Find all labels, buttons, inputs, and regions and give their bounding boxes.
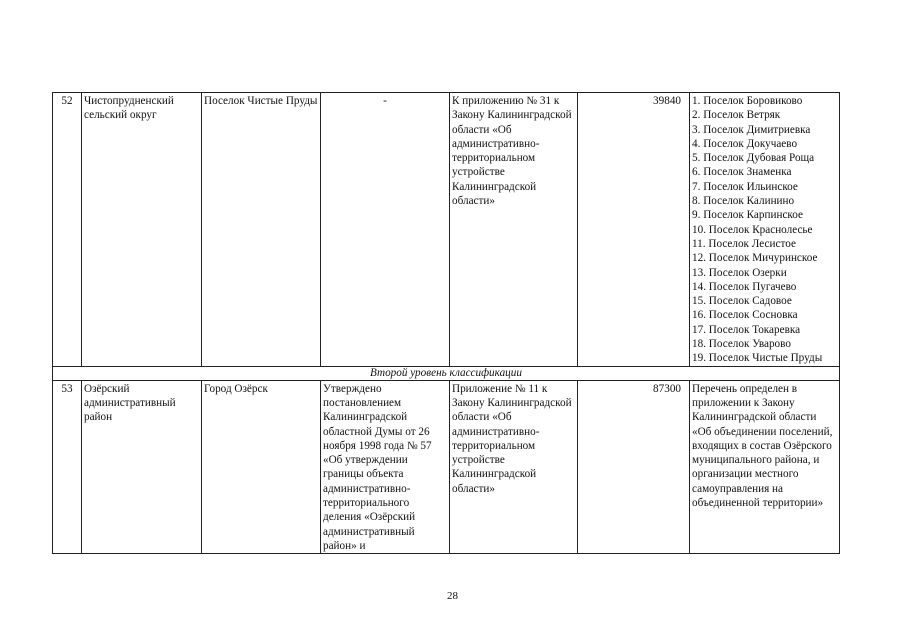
- territory-name: Чистопрудненский сельский округ: [82, 93, 202, 367]
- classification-table: [52, 92, 840, 554]
- okato-code: 87300: [578, 380, 690, 554]
- okato-code: 39840: [578, 93, 690, 367]
- settlements-list: 1. Поселок Боровиково 2. Поселок Ветряк 3. Поселок Димитриевка 4. Поселок Докучаево 5. Поселок Дубовая Роща 6. Поселок Знаменка 7. Поселок Ильинское 8. Поселок Калинино 9. Поселок Карпинское 10. Поселок Краснолесье 11. Поселок Лесистое 12. Поселок Мичуринское 13. Поселок Озерки 14. Поселок Пугачево 15. Поселок Садовое 16. Поселок Сосновка 17. Поселок Токаревка 18. Поселок Уварово 19. Поселок Чистые Пруды: [690, 93, 840, 367]
- section-title: Второй уровень классификации: [53, 366, 840, 380]
- settlements-note: Перечень определен в приложении к Закону Калининградской области «Об объединении поселений, входящих в состав Озёрского муниципального района, и организации местного самоуправления на объединенной территории»: [690, 380, 840, 554]
- row-number: 53: [53, 380, 82, 554]
- legal-basis: -: [321, 93, 450, 367]
- administrative-center: Город Озёрск: [202, 380, 321, 554]
- section-header-row: [53, 366, 840, 380]
- table-row: [53, 380, 840, 554]
- law-annex: Приложение № 11 к Закону Калининградской области «Об административно-территориальном устройстве Калининградской области»: [450, 380, 578, 554]
- legal-basis: Утверждено постановлением Калининградской областной Думы от 26 ноября 1998 года № 57 «Об утверждении границы объекта административно-территориального деления «Озёрский административный район» и: [321, 380, 450, 554]
- row-number: 52: [53, 93, 82, 367]
- administrative-center: Поселок Чистые Пруды: [202, 93, 321, 367]
- table-row: [53, 93, 840, 367]
- territory-name: Озёрский административный район: [82, 380, 202, 554]
- page-number: 28: [447, 590, 458, 602]
- law-annex: К приложению № 31 к Закону Калининградской области «Об административно-территориальном устройстве Калининградской области»: [450, 93, 578, 367]
